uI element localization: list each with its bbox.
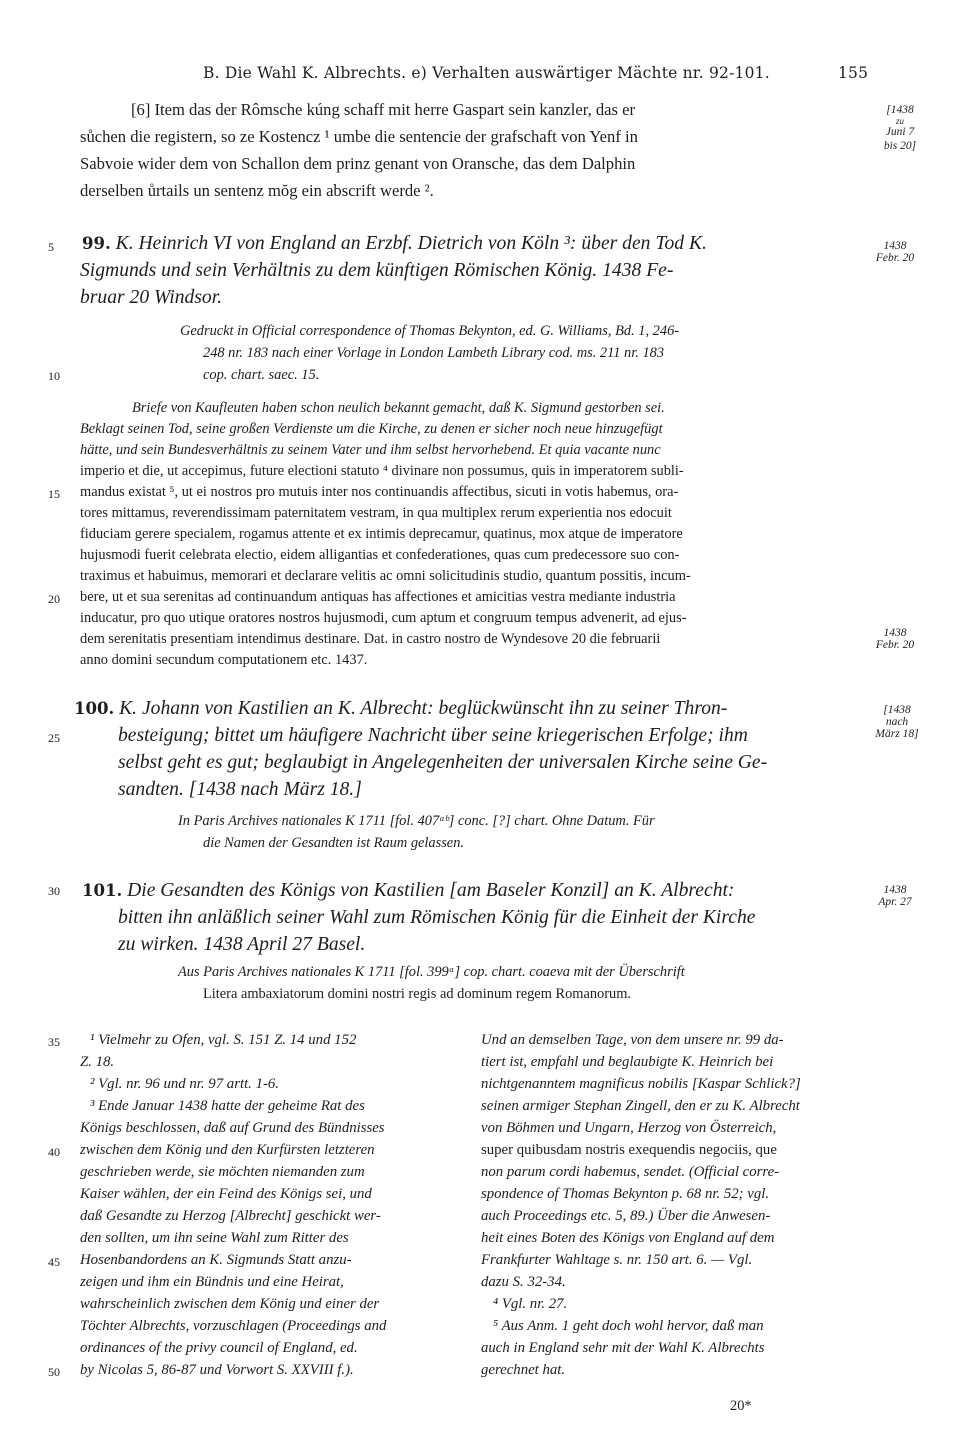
footnote-line: ² Vgl. nr. 96 und nr. 97 artt. 1-6. (90, 1076, 279, 1092)
text-line: derselben ůrtails un sentenz mŏg ein abscrift werde ². (80, 181, 434, 200)
body-line: fiduciam gerere specialem, rogamus attente et ex intimis deprecamur, quatinus, mox atque de imperatore (80, 526, 683, 542)
running-title: B. Die Wahl K. Albrechts. e) Verhalten auswärtiger Mächte nr. 92-101. (203, 64, 770, 82)
line-number: 45 (48, 1255, 60, 1269)
heading-line: Sigmunds und sein Verhältnis zu dem künftigen Römischen König. 1438 Fe- (80, 260, 674, 281)
source-line: Aus Paris Archives nationales K 1711 [fol. 399ᵃ] cop. chart. coaeva mit der Überschrift (178, 964, 685, 980)
source-line: Litera ambaxiatorum domini nostri regis ad dominum regem Romanorum. (203, 986, 632, 1002)
heading-line: sandten. [1438 nach März 18.] (118, 779, 362, 800)
footnote-line: Kaiser wählen, der ein Feind des Königs sei, und (80, 1186, 372, 1202)
footnote-line: daß Gesandte zu Herzog [Albrecht] geschickt wer- (80, 1208, 381, 1224)
footnote-line: den sollten, um ihn seine Wahl zum Ritter des (80, 1230, 349, 1246)
footnote-line: ordinances of the privy council of England, ed. (80, 1340, 358, 1356)
text-line: Sabvoie wider dem von Schallon dem prinz genant von Oransche, das dem Dalphin (80, 154, 636, 173)
margin-date: 1438 Febr. 20 (875, 627, 915, 651)
heading-line: bruar 20 Windsor. (80, 287, 223, 308)
body-line: tores mittamus, reverendissimam paternitatem vestram, in qua multiplex rerum experientia nos edocuit (80, 505, 672, 521)
footnote-line: heit eines Boten des Königs von England auf dem (481, 1230, 775, 1246)
text-line: [6] Item das der Rômsche kúng schaff mit herre Gaspart sein kanzler, das er (131, 100, 636, 119)
line-number: 40 (48, 1145, 60, 1159)
line-number: 15 (48, 487, 60, 501)
footnote-line: dazu S. 32-34. (481, 1274, 566, 1290)
footnote-line: tiert ist, empfahl und beglaubigte K. Heinrich bei (481, 1054, 774, 1070)
source-line: die Namen der Gesandten ist Raum gelassen. (203, 835, 464, 851)
body-line: traximus et habuimus, memorari et declarare velitis ac omni solicitudinis studio, quantum possitis, incum- (80, 568, 691, 584)
source-line: In Paris Archives nationales K 1711 [fol. 407ᵃᵇ] conc. [?] chart. Ohne Datum. Für (178, 813, 655, 829)
body-line: anno domini secundum computationem etc. 1437. (80, 652, 368, 668)
line-number: 20 (48, 592, 60, 606)
footnote-line: zwischen dem König und den Kurfürsten letzteren (80, 1142, 375, 1158)
summary-line: hätte, und sein Bundesverhältnis zu seinem Vater und ihm selbst hervorhebend. Et quia vacante nunc (80, 442, 661, 458)
footnote-line: Hosenbandordens an K. Sigmunds Statt anzu- (80, 1252, 352, 1268)
footnote-line: spondence of Thomas Bekynton p. 68 nr. 52; vgl. (481, 1186, 770, 1202)
footnote-line: Und an demselben Tage, von dem unsere nr. 99 da- (481, 1032, 784, 1048)
footnote-line: Königs beschlossen, daß auf Grund des Bündnisses (80, 1120, 385, 1136)
document-number: 99. (82, 234, 111, 253)
footnote-line: ⁴ Vgl. nr. 27. (493, 1296, 568, 1312)
line-number: 30 (48, 884, 60, 898)
footnote-line: geschrieben werde, sie möchten niemanden zum (80, 1164, 365, 1180)
heading-line: bitten ihn anläßlich seiner Wahl zum Römischen König für die Einheit der Kirche (118, 907, 756, 928)
source-line: cop. chart. saec. 15. (203, 367, 320, 383)
body-line: mandus existat ⁵, ut ei nostros pro mutuis inter nos continuandis affectibus, sicuti in votis habemus, ora- (80, 484, 679, 500)
footnote-line: von Böhmen und Ungarn, Herzog von Österreich, (481, 1120, 777, 1136)
document-number: 101. (82, 881, 123, 900)
body-line: hujusmodi fuerit celebrata electio, eidem alligantias et confederationes, quas cum predecessore suo con- (80, 547, 680, 563)
document-number: 100. (74, 699, 115, 718)
summary-line: Briefe von Kaufleuten haben schon neulich bekannt gemacht, daß K. Sigmund gestorben sei. (132, 400, 665, 416)
text-line: sůchen die registern, so ze Kostencz ¹ umbe die sentencie der grafschaft von Yenf in (80, 127, 638, 146)
body-line: dem serenitatis presentiam intendimus destinare. Dat. in castro nostro de Wyndesove 20 die februarii (80, 631, 661, 647)
body-line: inducatur, pro quo utique oratores nostros hujusmodi, cum aptum et congruum tempus advenerit, ad ejus- (80, 610, 687, 626)
heading-line: selbst geht es gut; beglaubigt in Angelegenheiten der universalen Kirche seine Ge- (118, 752, 768, 773)
footnote-line: wahrscheinlich zwischen dem König und einer der (80, 1296, 380, 1312)
footnote-line: zeigen und ihm ein Bündnis und eine Heirat, (80, 1274, 344, 1290)
line-number: 50 (48, 1365, 60, 1379)
document-heading: 99. K. Heinrich VI von England an Erzbf. Dietrich von Köln ³: über den Tod K. (82, 233, 707, 254)
footnote-line: super quibusdam nostris exequendis negociis, que (481, 1142, 777, 1158)
footnote-line: Frankfurter Wahltage s. nr. 150 art. 6. — Vgl. (481, 1252, 753, 1268)
body-line: imperio et die, ut accepimus, future electioni statuto ⁴ divinare non possumus, quis in imperatorem subli- (80, 463, 684, 479)
document-heading: 101. Die Gesandten des Königs von Kastilien [am Baseler Konzil] an K. Albrecht: (82, 880, 735, 901)
heading-line: besteigung; bittet um häufigere Nachricht über seine kriegerischen Erfolge; ihm (118, 725, 748, 746)
margin-date: 1438 Febr. 20 (875, 240, 915, 264)
footnote-line: auch Proceedings etc. 5, 89.) Über die Anwesen- (481, 1208, 771, 1224)
footnote-line: ³ Ende Januar 1438 hatte der geheime Rat des (90, 1098, 365, 1114)
page-number: 155 (838, 64, 869, 82)
footnote-line: nichtgenanntem magnificus nobilis [Kaspar Schlick?] (481, 1076, 801, 1092)
footnote-line: Z. 18. (80, 1054, 115, 1070)
source-line: Gedruckt in Official correspondence of Thomas Bekynton, ed. G. Williams, Bd. 1, 246- (180, 323, 680, 339)
footnote-line: auch in England sehr mit der Wahl K. Albrechts (481, 1340, 765, 1356)
line-number: 10 (48, 369, 60, 383)
line-number: 25 (48, 731, 60, 745)
heading-line: zu wirken. 1438 April 27 Basel. (118, 934, 366, 955)
margin-date: [1438 nach März 18] (875, 704, 919, 740)
source-line: 248 nr. 183 nach einer Vorlage in London Lambeth Library cod. ms. 211 nr. 183 (203, 345, 665, 361)
footnote-line: gerechnet hat. (481, 1362, 566, 1378)
summary-line: Beklagt seinen Tod, seine großen Verdienste um die Kirche, zu denen er sicher noch neue hinzugefügt (80, 421, 663, 437)
line-number: 5 (48, 240, 54, 254)
footnote-line: by Nicolas 5, 86-87 und Vorwort S. XXVIII f.). (80, 1362, 354, 1378)
footnote-line: seinen armiger Stephan Zingell, den er zu K. Albrecht (481, 1098, 800, 1114)
margin-date: 1438 Apr. 27 (878, 884, 912, 908)
footnote-line: ¹ Vielmehr zu Ofen, vgl. S. 151 Z. 14 und 152 (90, 1032, 357, 1048)
line-number: 35 (48, 1035, 60, 1049)
footnote-line: Töchter Albrechts, vorzuschlagen (Proceedings and (80, 1318, 387, 1334)
body-line: bere, ut et sua serenitas ad continuandum antiquas has affectiones et amicitias vestra mediante industria (80, 589, 676, 605)
signature-mark: 20* (730, 1398, 752, 1414)
margin-date: [1438 zu Juni 7 bis 20] (883, 104, 917, 152)
footnote-line: ⁵ Aus Anm. 1 geht doch wohl hervor, daß man (493, 1318, 764, 1334)
document-heading: 100. K. Johann von Kastilien an K. Albrecht: beglückwünscht ihn zu seiner Thron- (74, 698, 728, 719)
footnote-line: non parum cordi habemus, sendet. (Official corre- (481, 1164, 780, 1180)
